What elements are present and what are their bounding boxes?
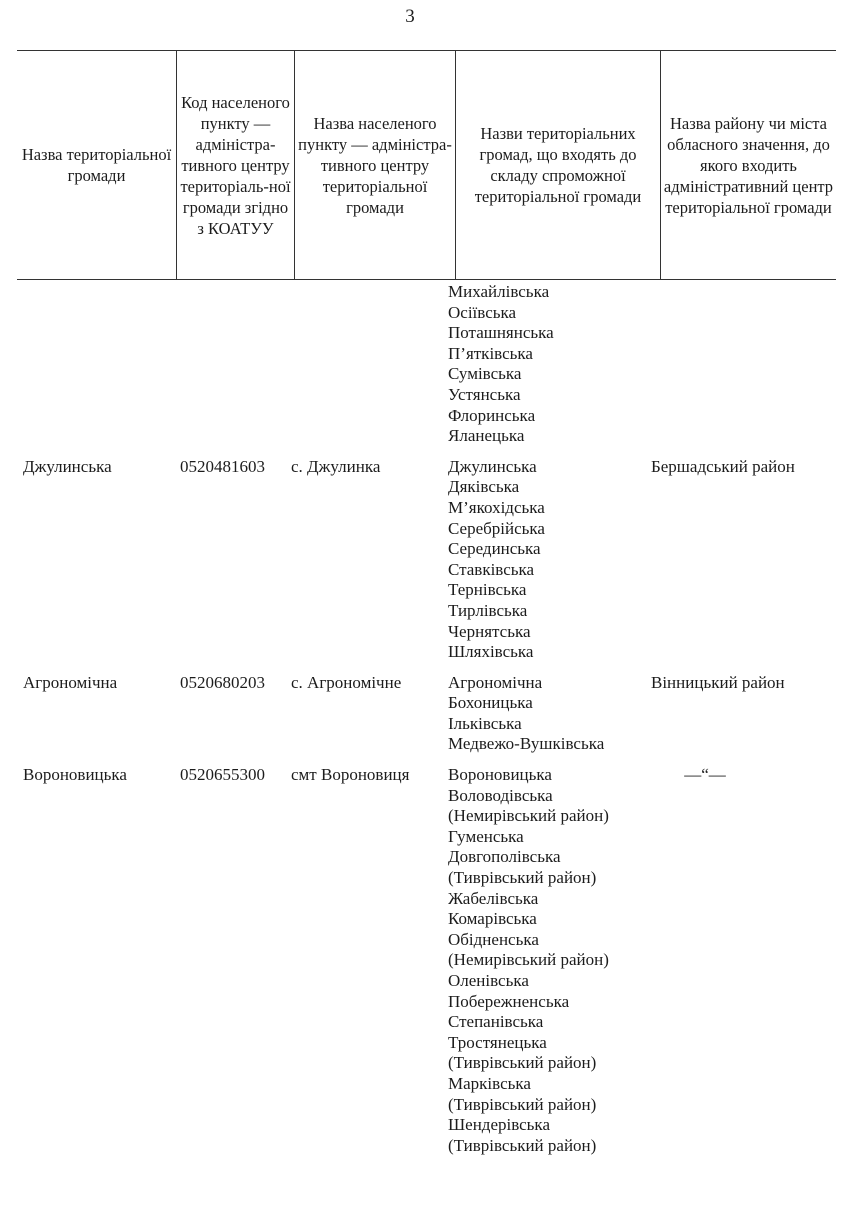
list-item: Жабелівська <box>448 888 539 908</box>
list-item: Михайлівська <box>448 282 550 301</box>
community-name: Вороновицька <box>23 765 127 785</box>
admin-center: с. Агрономічне <box>291 672 402 692</box>
list-item: Тростянецька <box>448 1032 547 1052</box>
table-row-continuation <box>0 282 850 447</box>
admin-center: с. Джулинка <box>291 456 381 476</box>
list-item: Марківська <box>448 1073 531 1093</box>
table-row <box>0 457 850 663</box>
list-item: Шляхівська <box>448 642 534 662</box>
list-item: П’ятківська <box>448 343 533 363</box>
header-koatuu-code: Код населеного пункту — адміністра-тивного центру територіаль-ної громади згідно з КОАТУУ <box>177 51 295 280</box>
table-header <box>17 50 836 280</box>
list-item: Побережненська <box>448 991 570 1011</box>
list-item: Комарівська <box>448 909 537 929</box>
table-row <box>0 765 850 1156</box>
list-item: Яланецька <box>448 426 525 446</box>
member-list <box>448 673 850 755</box>
list-item: Флоринська <box>448 405 536 425</box>
list-item: (Тиврівський район) <box>448 1135 597 1155</box>
table-body <box>0 282 850 1156</box>
community-name: Агрономічна <box>23 672 118 692</box>
list-item: Поташнянська <box>448 323 554 343</box>
list-item: (Тиврівський район) <box>448 1094 597 1114</box>
list-item: Ставківська <box>448 559 535 579</box>
table-row <box>0 673 850 755</box>
list-item: Степанівська <box>448 1012 544 1032</box>
district: Вінницький район <box>651 672 785 692</box>
district: Бершадський район <box>651 456 795 476</box>
district-ditto-mark: —“— <box>684 765 726 785</box>
koatuu-code: 0520655300 <box>180 765 265 785</box>
list-item: Бохоницька <box>448 693 533 713</box>
list-item: Обідненська <box>448 929 539 949</box>
member-list <box>448 282 850 447</box>
list-item: Гуменська <box>448 826 524 846</box>
member-list <box>448 457 850 663</box>
list-item: (Немирівський район) <box>448 950 609 970</box>
member-list <box>448 765 850 1156</box>
list-item: М’якохідська <box>448 497 545 517</box>
list-item: Дяківська <box>448 477 520 497</box>
list-item: Осіївська <box>448 302 517 322</box>
admin-center: смт Вороновиця <box>291 765 410 785</box>
header-district: Назва району чи міста обласного значення, до якого входить адміністративний центр територіальної громади <box>661 51 837 280</box>
list-item: (Тиврівський район) <box>448 868 597 888</box>
koatuu-code: 0520481603 <box>180 456 265 476</box>
list-item: (Тиврівський район) <box>448 1053 597 1073</box>
list-item: Медвежо-Вушківська <box>448 734 605 754</box>
header-community-name: Назва територіальної громади <box>17 51 177 280</box>
list-item: Довгополівська <box>448 847 561 867</box>
list-item: Вороновицька <box>448 765 552 785</box>
list-item: Джулинська <box>448 456 537 476</box>
list-item: Воловодівська <box>448 785 553 805</box>
list-item: Сумівська <box>448 364 522 384</box>
list-item: Устянська <box>448 384 521 404</box>
list-item: Серебрійська <box>448 518 545 538</box>
header-member-communities: Назви територіальних громад, що входять до складу спроможної територіальної громади <box>456 51 661 280</box>
list-item: Ільківська <box>448 713 522 733</box>
list-item: Серединська <box>448 539 541 559</box>
community-name: Джулинська <box>23 456 112 476</box>
page-number: 3 <box>405 6 415 27</box>
koatuu-code: 0520680203 <box>180 672 265 692</box>
list-item: Оленівська <box>448 971 529 990</box>
list-item: (Немирівський район) <box>448 806 609 826</box>
list-item: Тирлівська <box>448 600 528 620</box>
list-item: Чернятська <box>448 621 531 641</box>
header-admin-center: Назва населеного пункту — адміністра-тивного центру територіальної громади <box>295 51 456 280</box>
list-item: Тернівська <box>448 580 527 600</box>
list-item: Шендерівська <box>448 1115 550 1135</box>
list-item: Агрономічна <box>448 672 543 692</box>
